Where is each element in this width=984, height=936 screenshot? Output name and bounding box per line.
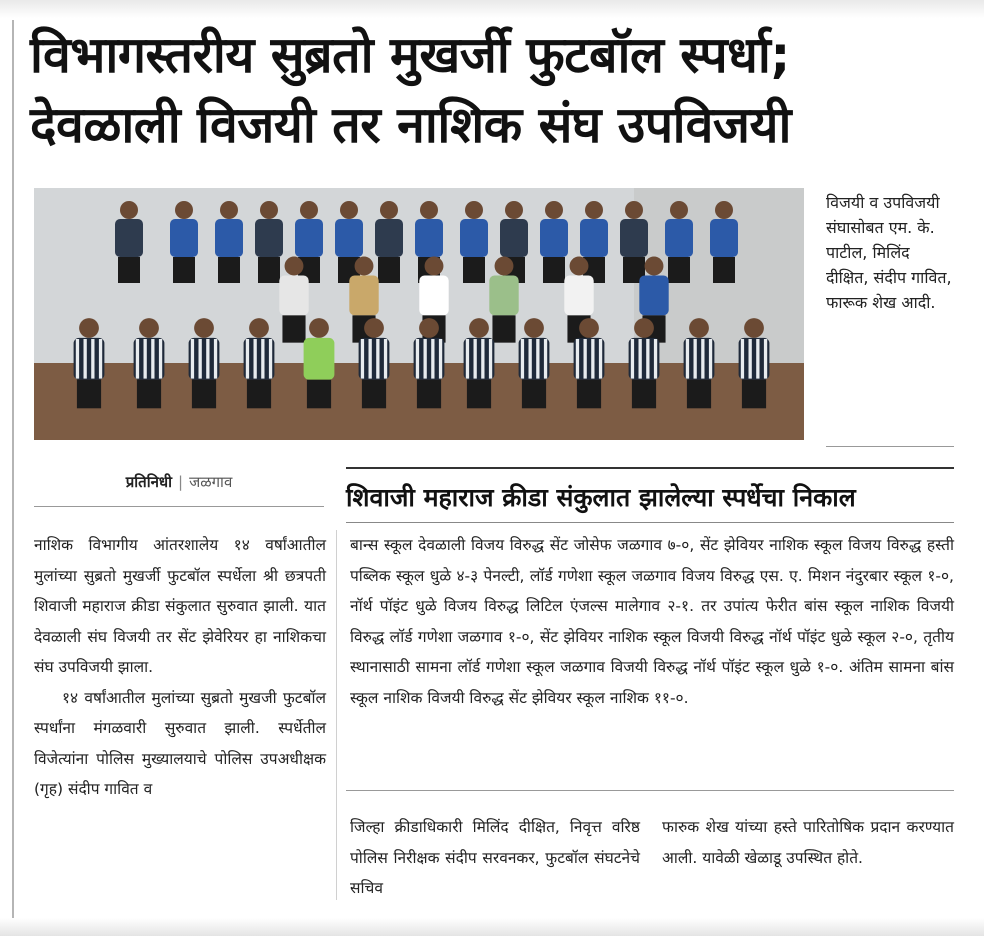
byline-separator: | xyxy=(178,473,184,491)
byline-rule xyxy=(34,506,324,507)
left-column-rule xyxy=(12,20,14,920)
article-paragraph-1: नाशिक विभागीय आंतरशालेय १४ वर्षांआतील मुलांच्या सुब्रतो मुखर्जी फुटबॉल स्पर्धेला श्री छत्रपती शिवाजी महाराज क्रीडा संकुलात सुरुवात झाली. यात देवळाली संघ विजयी तर सेंट झेवेरियर हा नाशिकचा संघ उपविजयी झाला. xyxy=(34,536,326,676)
article-bottom-column-2 xyxy=(662,812,954,873)
results-paragraph xyxy=(350,530,954,713)
bottom-column-2-text: फारुक शेख यांच्या हस्ते पारितोषिक प्रदान करण्यात आली. यावेळी खेळाडू उपस्थित होते. xyxy=(662,818,954,867)
byline xyxy=(34,472,324,492)
page-top-edge xyxy=(0,0,984,18)
subheading-rule-top xyxy=(346,467,954,469)
article-paragraph-2: १४ वर्षांआतील मुलांच्या सुब्रतो मुखजी फुटबॉल स्पर्धांना मंगळवारी सुरुवात झाली. स्पर्धेतील विजेत्यांना पोलिस मुख्यालयाचे पोलिस उपअधीक्षक (गृह) संदीप गावित व xyxy=(34,688,326,798)
subheading: शिवाजी महाराज क्रीडा संकुलात झालेल्या स्पर्धेचा निकाल xyxy=(346,483,856,512)
team-photo-illustration xyxy=(34,188,804,440)
byline-author: प्रतिनिधी xyxy=(125,473,173,491)
headline xyxy=(30,20,975,160)
headline-line-2: देवळाली विजयी तर नाशिक संघ उपविजयी xyxy=(30,96,791,154)
page-bottom-edge xyxy=(0,918,984,936)
results-text: बान्स स्कूल देवळाली विजय विरुद्ध सेंट जोसेफ जळगाव ७-०, सेंट झेवियर नाशिक स्कूल विजय विरुद्ध हस्ती पब्लिक स्कूल धुळे ४-३ पेनल्टी, लॉर्ड गणेशा स्कूल जळगाव विजय विरुद्ध एस. ए. मिशन नंदुरबार स्कूल १-०, नॉर्थ पॉइंट धुळे विजय विरुद्ध लिटिल एंजल्स मालेगाव २-१. तर उपांत्य फेरीत बांस स्कूल नाशिक विजयी विरुद्ध लॉर्ड गणेशा जळगाव १-०, सेंट झेवियर नाशिक स्कूल विजयी विरुद्ध नॉर्थ पॉइंट धुळे स्कूल २-०, तृतीय स्थानासाठी सामना लॉर्ड गणेशा स्कूल जळगाव विजयी विरुद्ध नॉर्थ पॉइंट स्कूल धुळे १-०. अंतिम सामना बांस स्कूल नाशिक विजयी विरुद्ध सेंट झेवियर स्कूल नाशिक ११-०. xyxy=(350,536,954,707)
team-photo xyxy=(34,188,804,440)
caption-rule xyxy=(826,446,954,447)
headline-line-1: विभागस्तरीय सुब्रतो मुखर्जी फुटबॉल स्पर्धा; xyxy=(30,26,790,84)
article-bottom-column-1 xyxy=(350,812,640,904)
photo-caption: विजयी व उपविजयी संघासोबत एम. के. पाटील, मिलिंद दीक्षित, संदीप गावित, फारूक शेख आदी. xyxy=(826,193,952,312)
results-rule xyxy=(346,790,954,791)
byline-place: जळगाव xyxy=(189,473,233,491)
article-left-column xyxy=(34,530,326,805)
subheading-rule-bottom xyxy=(346,522,954,523)
bottom-column-1-text: जिल्हा क्रीडाधिकारी मिलिंद दीक्षित, निवृत्त वरिष्ठ पोलिस निरीक्षक संदीप सरवनकर, फुटबॉल संघटनेचे सचिव xyxy=(350,818,640,897)
column-divider xyxy=(336,530,337,900)
